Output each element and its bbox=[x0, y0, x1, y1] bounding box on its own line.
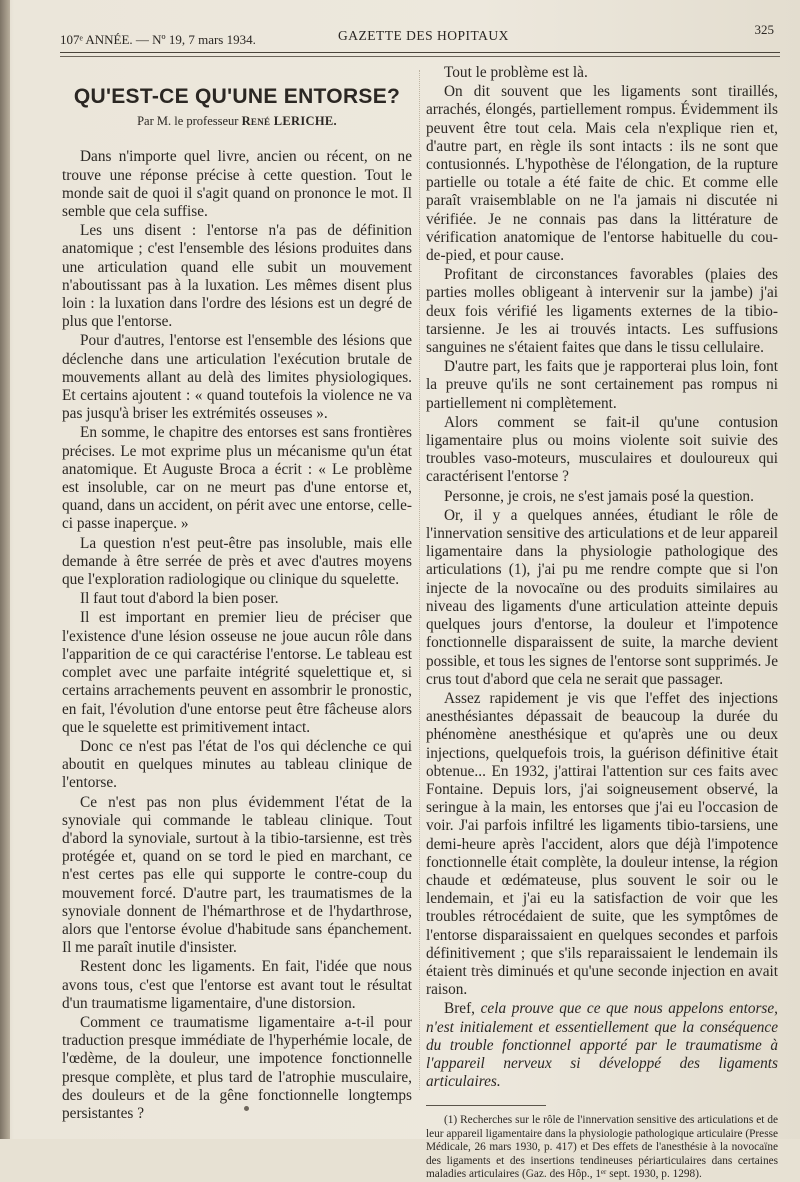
byline-prefix: Par M. le professeur bbox=[137, 114, 239, 129]
left-column bbox=[62, 80, 412, 1124]
conclusion-lead: Bref, bbox=[444, 1000, 476, 1018]
journal-name: GAZETTE DES HOPITAUX bbox=[338, 28, 509, 43]
binding-spine bbox=[0, 0, 10, 1139]
paragraph: Il est important en premier lieu de préciser que l'existence d'une lésion osseuse ne joue aucun rôle dans l'apparition de ce qui caractérise l'entorse. Le tableau est complet avec une parfaite intégrité squelettique et, si certains arrachements peuvent en assombrir le pronostic, en fait, l'évolution d'une entorse peut être fâcheuse alors que le squelette est primitivement intact. bbox=[62, 609, 412, 736]
author-name: René LERICHE. bbox=[241, 114, 337, 129]
paragraph: Il faut tout d'abord la bien poser. bbox=[80, 590, 279, 608]
paragraph: Donc ce n'est pas l'état de l'os qui déclenche ce qui aboutit en quelques minutes au tableau clinique de l'entorse. bbox=[62, 737, 412, 792]
ink-dot bbox=[244, 1106, 249, 1111]
paragraph: Alors comment se fait-il qu'une contusion ligamentaire plus ou moins violente soit suivie des troubles vaso-moteurs, musculaires et douloureux qui caractérisent l'entorse ? bbox=[426, 413, 778, 486]
paragraph: Ce n'est pas non plus évidemment l'état de la synoviale qui commande le tableau clinique. Tout d'abord la synoviale, surtout à la tibio-tarsienne, est très protégée et, quand on se tord le pied en marchant, ce n'est certes pas elle qui supporte le contre-coup du mouvement forcé. D'autre part, les traumatismes de la synoviale donnent de l'hémarthrose et de l'hydarthrose, alors que l'entorse évolue d'habitude sans épanchement. Il me paraît inutile d'insister. bbox=[62, 793, 412, 957]
paragraph: Comment ce traumatisme ligamentaire a-t-il pour traduction presque immédiate de l'hyperhémie locale, de l'œdème, de la douleur, une impotence fonctionnelle presque complète, et plus tard de l'atrophie musculaire, des douleurs et de la gêne fonctionnelle longtemps persistantes ? bbox=[62, 1013, 412, 1122]
footnote-rule bbox=[426, 1105, 546, 1106]
paragraph: Or, il y a quelques années, étudiant le rôle de l'innervation sensitive des articulations et de leur appareil ligamentaire dans la physiologie pathologique des articulations (1), j'ai pu me rendre compte que si l'on injecte de la novocaïne ou des produits similaires au niveau des ligaments d'une articulation atteinte depuis quelques jours d'entorse, la douleur et l'impotence fonctionnelle disparaissent de suite, la marche devient possible, et tous les signes de l'entorse sont supprimés. Je crus tout d'abord que cela ne serait que passager. bbox=[426, 506, 778, 688]
paragraph: Pour d'autres, l'entorse est l'ensemble des lésions que déclenche dans une articulation l'exécution brutale de mouvements allant au delà des limites physiologiques. Et certains ajoutent : « quand toutefois la violence ne va pas jusqu'à briser les extrémités osseuses ». bbox=[62, 332, 412, 423]
running-header bbox=[60, 22, 780, 48]
header-rule-thin bbox=[60, 56, 780, 57]
paragraph: Personne, je crois, ne s'est jamais posé la question. bbox=[444, 487, 754, 505]
page-number: 325 bbox=[754, 22, 774, 37]
paragraph: En somme, le chapitre des entorses est sans frontières précises. Le mot exprime plus un mécanisme qu'un état anatomique. Et Auguste Broca a écrit : « Le problème est insoluble, car on ne meurt pas d'une entorse et, quand, dans un accident, on périt avec une entorse, celle-ci passe inaperçue. » bbox=[62, 424, 412, 533]
paragraph: Dans n'importe quel livre, ancien ou récent, on ne trouve une réponse précise à cette question. Tout le monde sait de quoi il s'agit quand on prononce le mot. Il semble que cela suffise. bbox=[62, 148, 412, 221]
conclusion-italic: cela prouve que ce que nous appelons entorse, n'est initialement et essentiellement que la conséquence du trouble fonctionnel apporté par le traumatisme à l'appareil nerveux si développé des ligaments articulaires. bbox=[426, 1000, 778, 1091]
article-title: QU'EST-CE QU'UNE ENTORSE? bbox=[73, 85, 401, 108]
issue-line: 107ᵉ ANNÉE. — Nº 19, 7 mars 1934. bbox=[60, 32, 256, 47]
conclusion-paragraph bbox=[426, 1000, 778, 1091]
paragraph: Profitant de circonstances favorables (plaies des parties molles obligeant à intervenir sur la jambe) j'ai deux fois vérifié les ligaments externes de la tibio-tarsienne. Je les ai trouvés intacts. Les suffusions sanguines ne s'étaient faites que dans le tissu cellulaire. bbox=[426, 266, 778, 357]
byline bbox=[62, 112, 412, 130]
paragraph: Tout le problème est là. bbox=[444, 64, 588, 81]
header-rule bbox=[60, 52, 780, 53]
paragraph: Restent donc les ligaments. En fait, l'idée que nous avons tous, c'est que l'entorse est avant tout le résultat d'un traumatisme ligamentaire, d'une distorsion. bbox=[62, 958, 412, 1012]
paragraph: D'autre part, les faits que je rapporterai plus loin, font la preuve qu'ils ne sont certainement pas rompus ni partiellement ni complètement. bbox=[426, 358, 778, 412]
paragraph: Les uns disent : l'entorse n'a pas de définition anatomique ; c'est l'ensemble des lésions produites dans une articulation quand elle subit un mouvement n'aboutissant pas à la luxation. Les mêmes disent plus loin : la luxation dans l'ordre des lésions est un degré de plus que l'entorse. bbox=[62, 222, 412, 331]
column-separator bbox=[419, 70, 420, 1090]
right-column bbox=[426, 64, 778, 1182]
paragraph: Assez rapidement je vis que l'effet des injections anesthésiantes dépassait de beaucoup la durée du phénomène anesthésique et qu'après une ou deux injections, quelquefois trois, la guérison définitive était obtenue... En 1932, j'attirai l'attention sur ces faits avec Fontaine. Depuis lors, j'ai soigneusement observé, la seringue à la main, les entorses que j'ai eu l'occasion de voir. J'ai parfois infiltré les ligaments tibio-tarsiens, une demi-heure après l'accident, alors que déjà l'impotence fonctionnelle était complète, la douleur intense, la région chaude et œdémateuse, plus souvent le soir ou le lendemain, et j'ai eu la satisfaction de voir que les troubles rétrocédaient de suite, que les symptômes de l'entorse disparaissaient en quelques secondes et parfois définitivement ; que s'ils reparaissaient le lendemain ils étaient très diminués et qu'une seconde injection en avait raison. bbox=[426, 689, 778, 999]
footnote: (1) Recherches sur le rôle de l'innervation sensitive des articulations et de leur appareil ligamentaire dans la physiologie pathologique articulaire (Presse Médicale, 26 mars 1930, p. 417) et Des effets de l'anesthésie à la novocaïne des ligaments et des insertions tendineuses périarticulaires dans certaines maladies articulaires (Gaz. des Hôp., 1ᵉʳ sept. 1930, p. 1298). bbox=[426, 1114, 778, 1180]
paragraph: On dit souvent que les ligaments sont tiraillés, arrachés, élongés, partiellement rompus. Évidemment ils peuvent être tout cela. Mais cela n'explique rien et, d'autre part, en règle ils sont intacts : ils ne sont que contusionnés. L'hypothèse de l'élongation, de la rupture partielle ou totale a été faite de chic. Et comme elle paraît vraisemblable on ne l'a jamais ni discutée ni vérifiée. Je ne connais pas dans la littérature de vérification anatomique de l'entorse habituelle du cou-de-pied, et pour cause. bbox=[426, 83, 778, 265]
paragraph: La question n'est peut-être pas insoluble, mais elle demande à être serrée de près et avec d'autres moyens que l'exploration radiologique ou clinique du squelette. bbox=[62, 534, 412, 589]
